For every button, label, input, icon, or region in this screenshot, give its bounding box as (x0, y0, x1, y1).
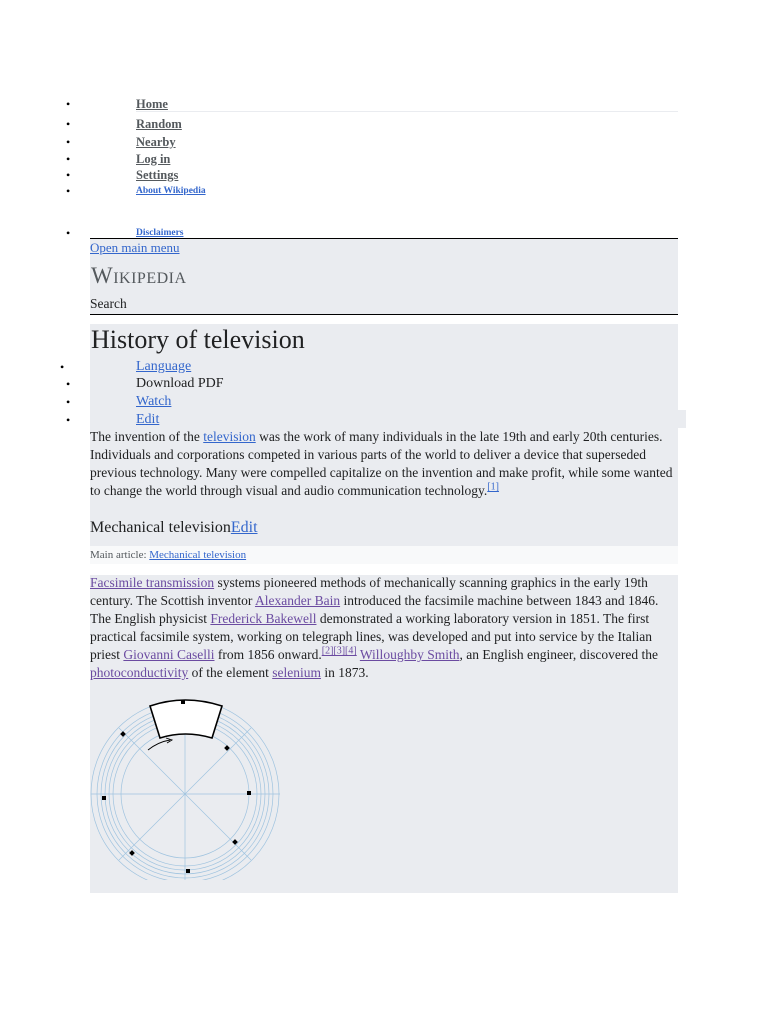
willoughby-smith-link[interactable]: Willoughby Smith (359, 647, 460, 662)
open-main-menu-link[interactable]: Open main menu (90, 240, 180, 255)
television-link[interactable]: television (203, 429, 256, 444)
edit-strip (90, 410, 686, 428)
facsimile-link[interactable]: Facsimile transmission (90, 575, 215, 590)
bullet-icon: • (66, 377, 71, 391)
wikipedia-wordmark-logo[interactable]: Wikipedia (91, 263, 187, 288)
bullet-icon: • (66, 395, 71, 409)
page-title: History of television (91, 325, 305, 354)
intro-text: The invention of the (90, 429, 204, 444)
intro-paragraph (90, 428, 682, 500)
section-heading (90, 518, 258, 538)
body-text: systems pioneered methods of mechanically scanning graphics in the early 19th century. The Scottish inventor (90, 575, 648, 608)
body-text: of the element (188, 665, 273, 680)
download-pdf-button[interactable]: Download PDF (136, 376, 224, 391)
main-article-link[interactable]: Mechanical television (149, 549, 247, 561)
bullet-icon: • (66, 184, 71, 198)
selenium-link[interactable]: selenium (272, 665, 321, 680)
frederick-bakewell-link[interactable]: Frederick Bakewell (210, 611, 317, 626)
nav-item-random (0, 116, 680, 132)
bullet-icon: • (66, 97, 71, 111)
bullet-icon: • (60, 360, 65, 374)
watch-button[interactable]: Watch (136, 394, 172, 409)
nav-divider (136, 111, 678, 112)
bullet-icon: • (66, 152, 71, 166)
scanning-frame (150, 700, 222, 738)
body-paragraph (90, 574, 682, 682)
nav-link-disclaimers[interactable]: Disclaimers (136, 228, 184, 238)
reference-link[interactable]: [1] (487, 481, 499, 493)
edit-button[interactable]: Edit (136, 412, 160, 427)
photoconductivity-link[interactable]: photoconductivity (90, 665, 189, 680)
nav-item-home (0, 96, 680, 112)
nav-link-about[interactable]: About Wikipedia (136, 186, 206, 196)
nav-link-settings[interactable]: Settings (136, 168, 179, 182)
bullet-icon: • (66, 117, 71, 131)
bullet-icon: • (66, 135, 71, 149)
hatnote-prefix: Main article: (90, 549, 150, 561)
section-heading-text: Mechanical television (90, 519, 231, 536)
reference-links[interactable]: [2][3][4] (321, 645, 357, 657)
nav-link-random[interactable]: Random (136, 117, 182, 131)
header (90, 238, 678, 315)
giovanni-caselli-link[interactable]: Giovanni Caselli (123, 647, 215, 662)
section-edit-link[interactable]: Edit (230, 519, 258, 536)
bullet-icon: • (66, 413, 71, 427)
nav-link-home[interactable]: Home (136, 97, 168, 111)
nav-item-about (0, 183, 680, 199)
search-input[interactable]: Search (90, 296, 127, 311)
nav-item-nearby (0, 134, 680, 150)
bullet-icon: • (66, 168, 71, 182)
nav-item-settings (0, 167, 680, 183)
nav-link-login[interactable]: Log in (136, 152, 171, 166)
body-text: introduced the facsimile machine between 1843 and 1846. The English physicist (90, 593, 659, 626)
body-text: in 1873. (320, 665, 369, 680)
alexander-bain-link[interactable]: Alexander Bain (254, 593, 341, 608)
body-text: demonstrated a working laboratory version in 1851. The first practical facsimile system, working on telegraph lines, was developed and put into service by the Italian priest (90, 611, 652, 662)
hatnote (90, 546, 678, 564)
body-text: , an English engineer, discovered the (459, 647, 658, 662)
bullet-icon: • (66, 226, 71, 240)
language-button[interactable]: Language (136, 359, 192, 374)
nav-link-nearby[interactable]: Nearby (136, 135, 176, 149)
nav-item-login (0, 151, 680, 167)
intro-text: was the work of many individuals in the late 19th and early 20th centuries. Individuals and corporations competed in various parts of the world to deliver a device that superseded previous technology. Many were compelled capitalize on the invention and make profit, while some wanted to change the world through visual and audio communication technology. (90, 429, 673, 498)
body-text: from 1856 onward. (214, 647, 322, 662)
nipkow-disk-diagram[interactable] (90, 698, 282, 880)
